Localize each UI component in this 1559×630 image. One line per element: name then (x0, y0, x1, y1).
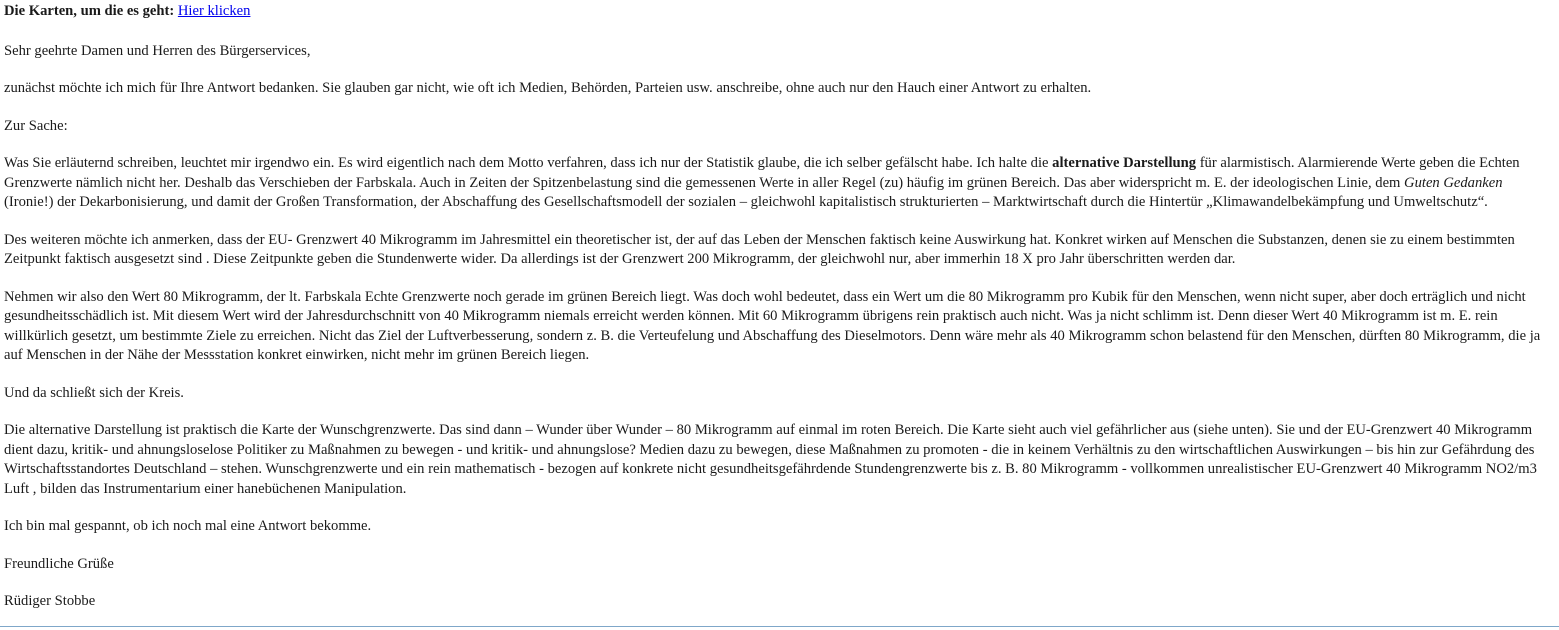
paragraph-alternative-darstellung: Die alternative Darstellung ist praktisch die Karte der Wunschgrenzwerte. Das sind dann – Wunder über Wunder – 80 Mikrogramm auf einmal im roten Bereich. Die Karte sieht auch viel gefährlicher aus (siehe unten). Sie und der EU-Grenzwert 40 Mikrogramm dient dazu, kritik- und ahnungsloselose Politiker zu Maßnahmen zu bewegen - und kritik- und ahnungslose? Medien dazu zu bewegen, diese Maßnahmen zu promoten - die in keinem Verhältnis zu den wirtschaftlichen Auswirkungen – bis hin zur Gefährdung des Wirtschaftsstandortes Deutschland – stehen. Wunschgrenzwerte und ein rein mathematisch - bezogen auf konkrete nicht gesundheitsgefährdende Stundengrenzwerte bis z. B. 80 Mikrogramm - vollkommen unrealistischer EU-Grenzwert 40 Mikrogramm NO2/m3 Luft , bilden das Instrumentarium einer hanebüchenen Manipulation. (4, 422, 1537, 497)
hier-klicken-link[interactable]: Hier klicken (177, 3, 251, 19)
greeting: Sehr geehrte Damen und Herren des Bürgerservices, (4, 42, 311, 59)
italic-guten-gedanken: Guten Gedanken (1404, 174, 1503, 191)
paragraph-zur-sache: Zur Sache: (4, 117, 68, 134)
paragraph-farbskala (4, 154, 1552, 213)
paragraph-thanks: zunächst möchte ich mich für Ihre Antwort bedanken. Sie glauben gar nicht, wie oft ich Medien, Behörden, Parteien usw. anschreibe, ohne auch nur den Hauch einer Antwort zu erhalten. (4, 80, 1092, 96)
paragraph-kreis: Und da schließt sich der Kreis. (4, 384, 184, 401)
paragraph-farbskala-part-c: (Ironie!) der Dekarbonisierung, und damit der Großen Transformation, der Abschaffung des Gesellschaftsmodell der sozialen – gleichwohl kapitalistisch strukturierten – Marktwirtschaft durch die Hintertür „Klimawandelbekämpfung und Umweltschutz“. (4, 194, 1488, 210)
header-label: Die Karten, um die es geht: (4, 3, 175, 19)
paragraph-80-mikrogramm: Nehmen wir also den Wert 80 Mikrogramm, der lt. Farbskala Echte Grenzwerte noch gerade im grünen Bereich liegt. Was doch wohl bedeutet, dass ein Wert um die 80 Mikrogramm pro Kubik für den Menschen, wenn nicht super, aber doch erträglich und nicht gesundheitsschädlich ist. Mit diesem Wert wird der Jahresdurchschnitt von 40 Mikrogramm niemals erreicht werden können. Mit 60 Mikrogramm übrigens rein praktisch auch nicht. Was ja nicht schlimm ist. Denn dieser Wert 40 Mikrogramm ist m. E. rein willkürlich gesetzt, um bestimmte Ziele zu erreichen. Nicht das Ziel der Luftverbesserung, sondern z. B. die Verteufelung und Abschaffung des Dieselmotors. Denn wäre mehr als 40 Mikrogramm schon belastend für den Menschen, dürften 80 Mikrogramm, die ja auf Menschen in der Nähe der Messstation konkret einwirken, nicht mehr im grünen Bereich liegen. (4, 288, 1541, 363)
bottom-divider (0, 626, 1559, 627)
header-line (4, 2, 1552, 22)
paragraph-gespannt: Ich bin mal gespannt, ob ich noch mal eine Antwort bekomme. (4, 518, 372, 534)
closing: Freundliche Grüße (4, 555, 114, 572)
signature: Rüdiger Stobbe (4, 593, 96, 609)
bold-alternative-darstellung: alternative Darstellung (1052, 155, 1197, 171)
letter-body (4, 2, 1552, 630)
paragraph-farbskala-part-a: Was Sie erläuternd schreiben, leuchtet mir irgendwo ein. Es wird eigentlich nach dem Motto verfahren, dass ich nur der Statistik glaube, die ich selber gefälscht habe. Ich halte die (4, 155, 1053, 171)
paragraph-eu-grenzwert: Des weiteren möchte ich anmerken, dass der EU- Grenzwert 40 Mikrogramm im Jahresmittel ein theoretischer ist, der auf das Leben der Menschen faktisch keine Auswirkung hat. Konkret wirken auf Menschen die Substanzen, denen sie zu einem bestimmten Zeitpunkt faktisch ausgesetzt sind . Diese Zeitpunkte geben die Stundenwerte wider. Da allerdings ist der Grenzwert 200 Mikrogramm, der gleichwohl nur, aber immerhin 18 X pro Jahr überschritten werden dar. (4, 231, 1515, 267)
paragraph-farbskala-part-b: für alarmistisch. Alarmierende Werte geben die Echten Grenzwerte nämlich nicht her. Deshalb das Verschieben der Farbskala. Auch in Zeiten der Spitzenbelastung sind die gemessenen Werte in aller Regel (zu) häufig im grünen Bereich. Das aber widerspricht m. E. der ideologischen Linie, dem (4, 155, 1520, 191)
